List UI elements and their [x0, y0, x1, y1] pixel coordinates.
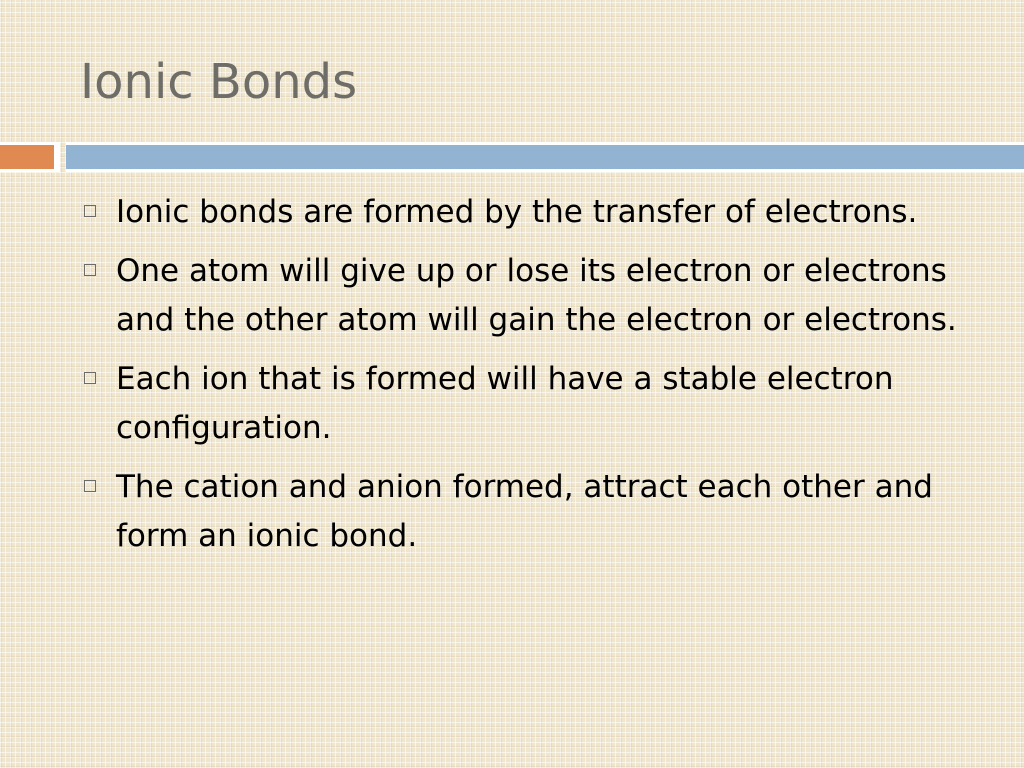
hollow-square-icon: [84, 480, 96, 492]
bullet-text: Each ion that is formed will have a stable electron configuration.: [116, 361, 894, 446]
bullet-text: The cation and anion formed, attract each other and form an ionic bond.: [116, 469, 933, 554]
bullet-text: One atom will give up or lose its electron or electrons and the other atom will gain the electron or electrons.: [116, 253, 957, 338]
title-divider-accent: [0, 142, 60, 172]
bullet-item: [80, 463, 960, 561]
bullet-list: [80, 188, 960, 571]
slide-title: Ionic Bonds: [80, 54, 358, 110]
bullet-item: [80, 247, 960, 345]
title-divider-bar: [66, 142, 1024, 172]
hollow-square-icon: [84, 264, 96, 276]
hollow-square-icon: [84, 205, 96, 217]
bullet-text: Ionic bonds are formed by the transfer of electrons.: [116, 194, 918, 230]
bullet-item: [80, 188, 960, 237]
hollow-square-icon: [84, 372, 96, 384]
bullet-item: [80, 355, 960, 453]
